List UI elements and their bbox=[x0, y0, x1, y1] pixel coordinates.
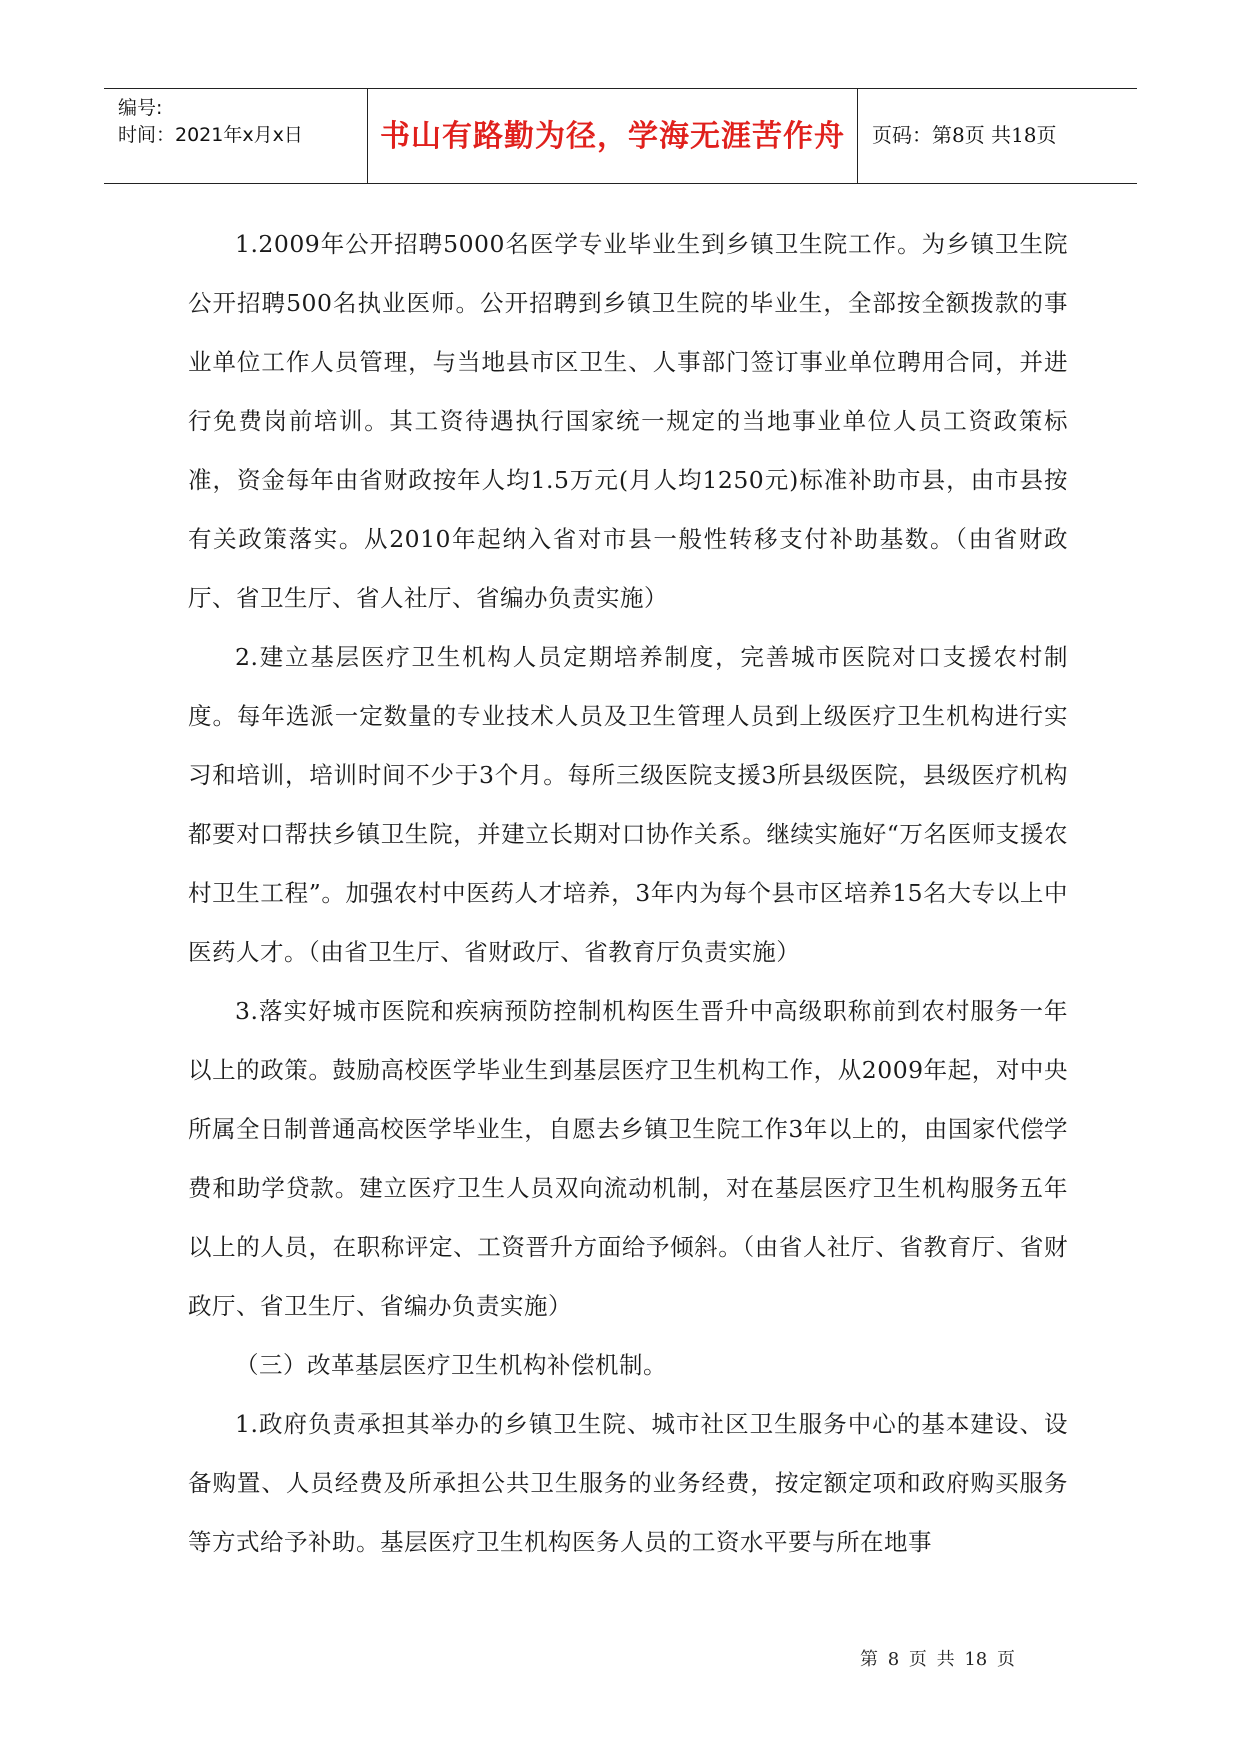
document-body bbox=[188, 215, 1068, 1572]
header-motto: 书山有路勤为径，学海无涯苦作舟 bbox=[368, 89, 858, 183]
serial-number-label: 编号: bbox=[118, 97, 163, 119]
page-header bbox=[104, 88, 1137, 184]
paragraph: 1.政府负责承担其举办的乡镇卫生院、城市社区卫生服务中心的基本建设、设备购置、人员经费及所承担公共卫生服务的业务经费，按定额定项和政府购买服务等方式给予补助。基层医疗卫生机构医务人员的工资水平要与所在地事 bbox=[188, 1410, 1068, 1556]
header-page-number: 页码：第8页 共18页 bbox=[872, 122, 1057, 147]
paragraph: 1.2009年公开招聘5000名医学专业毕业生到乡镇卫生院工作。为乡镇卫生院公开招聘500名执业医师。公开招聘到乡镇卫生院的毕业生，全部按全额拨款的事业单位工作人员管理，与当地县市区卫生、人事部门签订事业单位聘用合同，并进行免费岗前培训。其工资待遇执行国家统一规定的当地事业单位人员工资政策标准，资金每年由省财政按年人均1.5万元(月人均1250元)标准补助市县，由市县按有关政策落实。从2010年起纳入省对市县一般性转移支付补助基数。（由省财政厅、省卫生厅、省人社厅、省编办负责实施） bbox=[188, 230, 1068, 612]
section-heading: （三）改革基层医疗卫生机构补偿机制。 bbox=[235, 1351, 667, 1379]
paragraph: 2.建立基层医疗卫生机构人员定期培养制度，完善城市医院对口支援农村制度。每年选派一定数量的专业技术人员及卫生管理人员到上级医疗卫生机构进行实习和培训，培训时间不少于3个月。每所三级医院支援3所县级医院，县级医疗机构都要对口帮扶乡镇卫生院，并建立长期对口协作关系。继续实施好“万名医师支援农村卫生工程”。加强农村中医药人才培养，3年内为每个县市区培养15名大专以上中医药人才。（由省卫生厅、省财政厅、省教育厅负责实施） bbox=[188, 643, 1068, 966]
paragraph: 3.落实好城市医院和疾病预防控制机构医生晋升中高级职称前到农村服务一年以上的政策。鼓励高校医学毕业生到基层医疗卫生机构工作，从2009年起，对中央所属全日制普通高校医学毕业生，自愿去乡镇卫生院工作3年以上的，由国家代偿学费和助学贷款。建立医疗卫生人员双向流动机制，对在基层医疗卫生机构服务五年以上的人员，在职称评定、工资晋升方面给予倾斜。（由省人社厅、省教育厅、省财政厅、省卫生厅、省编办负责实施） bbox=[188, 997, 1068, 1320]
header-meta-cell bbox=[104, 89, 368, 183]
date-label: 时间：2021年x月x日 bbox=[118, 124, 303, 146]
page-footer: 第 8 页 共 18 页 bbox=[860, 1649, 1015, 1670]
